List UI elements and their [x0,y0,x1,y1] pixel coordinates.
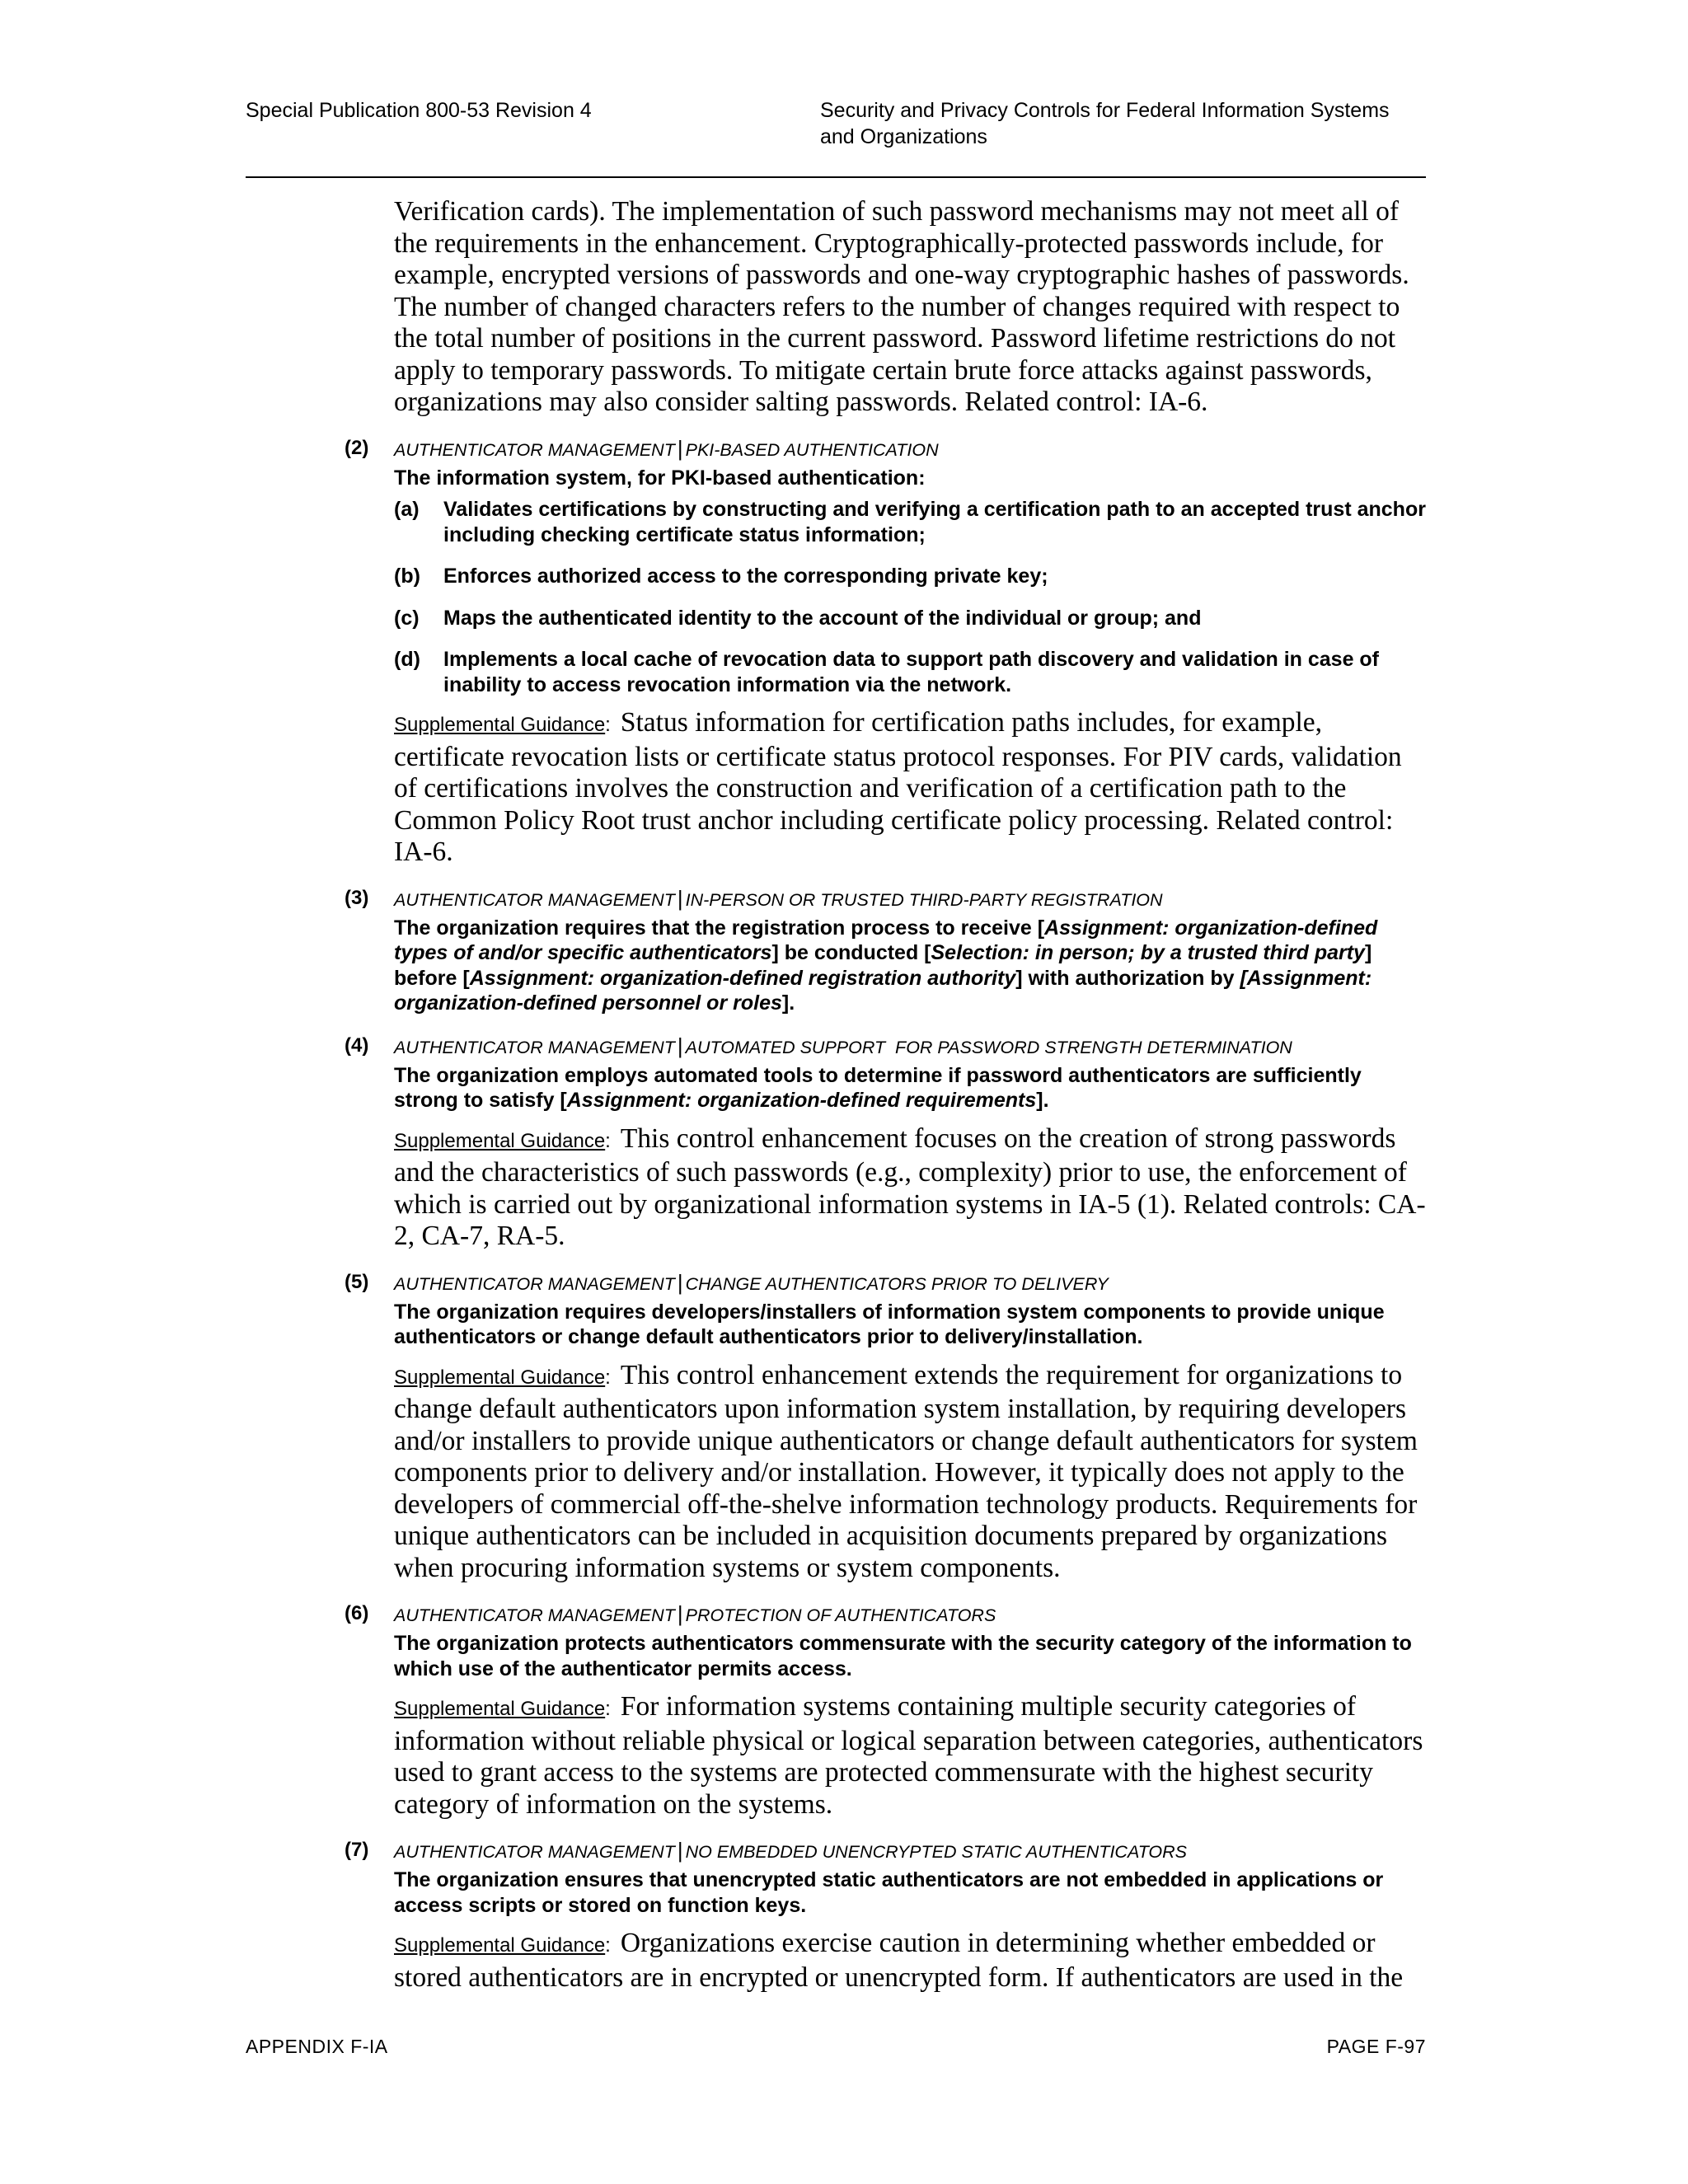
enhancement-title-name: PKI-BASED AUTHENTICATION [685,439,939,460]
title-separator: | [677,1269,683,1295]
enhancement-title-name: NO EMBEDDED UNENCRYPTED STATIC AUTHENTICATORS [685,1842,1188,1862]
enhancement-statement: The organization ensures that unencrypted static authenticators are not embedded in applications or access scripts or stored on function keys. [394,1868,1384,1917]
item-text: Implements a local cache of revocation data to support path discovery and validation in case of inability to access revocation information via the network. [443,648,1380,696]
statement-text: ]. [781,991,795,1015]
enhancement-6 [246,1601,1426,1821]
assignment-parameter: [Assignment: organization-defined personnel or roles [394,966,1372,1015]
enhancement-title-family: AUTHENTICATOR MANAGEMENT [394,1842,675,1862]
selection-parameter: Selection: in person; by a trusted third party [931,941,1365,964]
document-title-line-1: Security and Privacy Controls for Federal Information Systems [820,99,1390,122]
enhancement-title-name: PROTECTION OF AUTHENTICATORS [685,1605,996,1625]
title-separator: | [677,885,683,911]
enhancement-number: (2) [345,436,369,459]
supplemental-guidance-text: This control enhancement focuses on the creation of strong passwords and the characteristics of such passwords (e.g., complexity) prior to use, the enforcement of which is carried out by organizational information systems in IA-5 (1). Related controls: CA-2, CA-7, RA-5. [394,1122,1426,1251]
enhancement-title [394,435,1426,463]
enhancement-number: (3) [345,886,369,909]
assignment-parameter: Assignment: organization-defined types of and/or specific authenticators [394,916,1378,964]
continued-guidance-paragraph: Verification cards). The implementation of such password mechanisms may not meet all of the requirements in the enhancement. Cryptographically-protected passwords include, for example, encrypted versions of passwords and one-way cryptographic hashes of passwords. The number of changed characters refers to the number of changes required with respect to the total number of positions in the current password. Password lifetime restrictions do not apply to temporary passwords. To mitigate certain brute force attacks against passwords, organizations may also consider salting passwords. Related control: IA-6. [394,196,1409,417]
document-title-line-2: and Organizations [820,125,987,148]
enhancement-number: (5) [345,1270,369,1293]
title-separator: | [677,1601,683,1626]
statement-text: ] with authorization by [1015,966,1240,990]
statement-text: ]. [1036,1089,1049,1112]
statement-item-list [394,497,1426,697]
statement-text: The organization requires that the registration process to receive [ [394,916,1045,940]
enhancement-5 [246,1269,1426,1585]
page-footer [246,2036,1426,2058]
supplemental-guidance: Supplemental Guidance: Status information for certification paths includes, for example, certificate revocation lists or certificate status protocol responses. For PIV cards, validation of certifications involves the construction and verification of a certification path to the Common Policy Root trust anchor including certificate policy processing. Related control: IA-6. [394,707,1402,867]
supplemental-guidance-text: Status information for certification paths includes, for example, certificate revocation lists or certificate status protocol responses. For PIV cards, validation of certifications involves the construction and verification of a certification path to the Common Policy Root trust anchor including certificate policy processing. Related control: IA-6. [394,707,1402,867]
supplemental-guidance-label: Supplemental Guidance [394,1698,606,1720]
item-text: Maps the authenticated identity to the account of the individual or group; and [443,606,1202,630]
supplemental-guidance: Supplemental Guidance: Organizations exercise caution in determining whether embedded or stored authenticators are in encrypted or unencrypted form. If authenticators are used in the [394,1928,1404,1993]
enhancement-title-name: CHANGE AUTHENTICATORS PRIOR TO DELIVERY [685,1273,1109,1294]
enhancement-statement: The information system, for PKI-based authentication: [394,466,926,490]
enhancement-number: (7) [345,1839,369,1861]
enhancement-statement: The organization requires developers/installers of information system components to provide unique authenticators or change default authenticators prior to delivery/installation. [394,1300,1385,1348]
item-label: (d) [394,648,420,671]
enhancement-title-name: IN-PERSON OR TRUSTED THIRD-PARTY REGISTRATION [685,889,1163,910]
enhancement-title [394,1837,1426,1865]
publication-title: Special Publication 800-53 Revision 4 [246,99,592,122]
item-label: (b) [394,565,420,588]
item-label: (a) [394,498,420,521]
supplemental-guidance-text: For information systems containing multiple security categories of information without reliable physical or logical separation between categories, authenticators used to grant access to the systems are protected commensurate with the highest security category of information on the systems. [394,1691,1423,1820]
enhancement-statement [394,916,1426,1016]
enhancement-4 [246,1033,1426,1253]
enhancement-title-family: AUTHENTICATOR MANAGEMENT [394,889,675,910]
enhancement-statement [394,1063,1426,1113]
title-separator: | [677,435,683,461]
page-body [246,196,1426,1994]
statement-text: The organization employs automated tools to determine if password authenticators are sufficiently strong to satisfy [ [394,1063,1362,1112]
supplemental-guidance-label: Supplemental Guidance [394,714,606,736]
list-item [394,647,1426,697]
assignment-parameter: Assignment: organization-defined requirements [566,1089,1037,1112]
supplemental-guidance: Supplemental Guidance: For information systems containing multiple security categories of information without reliable physical or logical separation between categories, authenticators used to grant access to the systems are protected commensurate with the highest security category of information on the systems. [394,1691,1423,1820]
supplemental-guidance: Supplemental Guidance: This control enhancement extends the requirement for organizations to change default authenticators upon information system installation, by requiring developers and/or installers to provide unique authenticators or change default authenticators for system components prior to delivery and/or installation. However, it typically does not apply to the developers of commercial off-the-shelve information technology products. Requirements for unique authenticators can be included in acquisition documents prepared by organizations when procuring information systems or system components. [394,1359,1418,1583]
supplemental-guidance: Supplemental Guidance: This control enhancement focuses on the creation of strong passwords and the characteristics of such passwords (e.g., complexity) prior to use, the enforcement of which is carried out by organizational information systems in IA-5 (1). Related controls: CA-2, CA-7, RA-5. [394,1122,1426,1251]
statement-text: ] be conducted [ [771,941,931,964]
item-text: Validates certifications by constructing and verifying a certification path to an accepted trust anchor including checking certificate status information; [443,498,1426,546]
enhancement-title [394,1601,1426,1629]
appendix-label: APPENDIX F-IA [246,2036,388,2057]
assignment-parameter: Assignment: organization-defined registration authority [469,966,1016,990]
supplemental-guidance-text: Organizations exercise caution in determining whether embedded or stored authenticators are in encrypted or unencrypted form. If authenticators are used in the [394,1928,1404,1993]
enhancement-title [394,885,1426,913]
enhancement-title-family: AUTHENTICATOR MANAGEMENT [394,1605,675,1625]
enhancement-title-family: AUTHENTICATOR MANAGEMENT [394,439,675,460]
enhancement-title-name: AUTOMATED SUPPORT FOR PASSWORD STRENGTH DETERMINATION [685,1037,1292,1057]
list-item [394,497,1426,547]
enhancement-title [394,1033,1426,1061]
enhancement-7 [246,1837,1426,1994]
enhancement-title-family: AUTHENTICATOR MANAGEMENT [394,1037,675,1057]
statement-text: ] before [ [394,941,1372,990]
item-text: Enforces authorized access to the corresponding private key; [443,565,1048,588]
page-header [246,97,1426,178]
title-separator: | [677,1838,683,1863]
supplemental-guidance-label: Supplemental Guidance [394,1366,606,1389]
list-item [394,564,1426,589]
supplemental-guidance-label: Supplemental Guidance [394,1129,606,1152]
page-number: PAGE F-97 [1326,2036,1426,2057]
enhancement-2 [246,435,1426,869]
supplemental-guidance-label: Supplemental Guidance [394,1934,606,1957]
enhancement-number: (4) [345,1033,369,1057]
enhancement-3 [246,885,1426,1016]
title-separator: | [677,1033,683,1058]
supplemental-guidance-text: This control enhancement extends the requirement for organizations to change default authenticators upon information system installation, by requiring developers and/or installers to provide unique authenticators or change default authenticators for system components prior to delivery and/or installation. However, it typically does not apply to the developers of commercial off-the-shelve information technology products. Requirements for unique authenticators can be included in acquisition documents prepared by organizations when procuring information systems or system components. [394,1359,1418,1583]
enhancement-number: (6) [345,1602,369,1624]
enhancement-title [394,1269,1426,1297]
enhancement-statement: The organization protects authenticators commensurate with the security category of the information to which use of the authenticator permits access. [394,1632,1412,1680]
document-title [820,97,1426,150]
item-label: (c) [394,606,420,630]
list-item [394,606,1426,631]
enhancement-title-family: AUTHENTICATOR MANAGEMENT [394,1273,675,1294]
